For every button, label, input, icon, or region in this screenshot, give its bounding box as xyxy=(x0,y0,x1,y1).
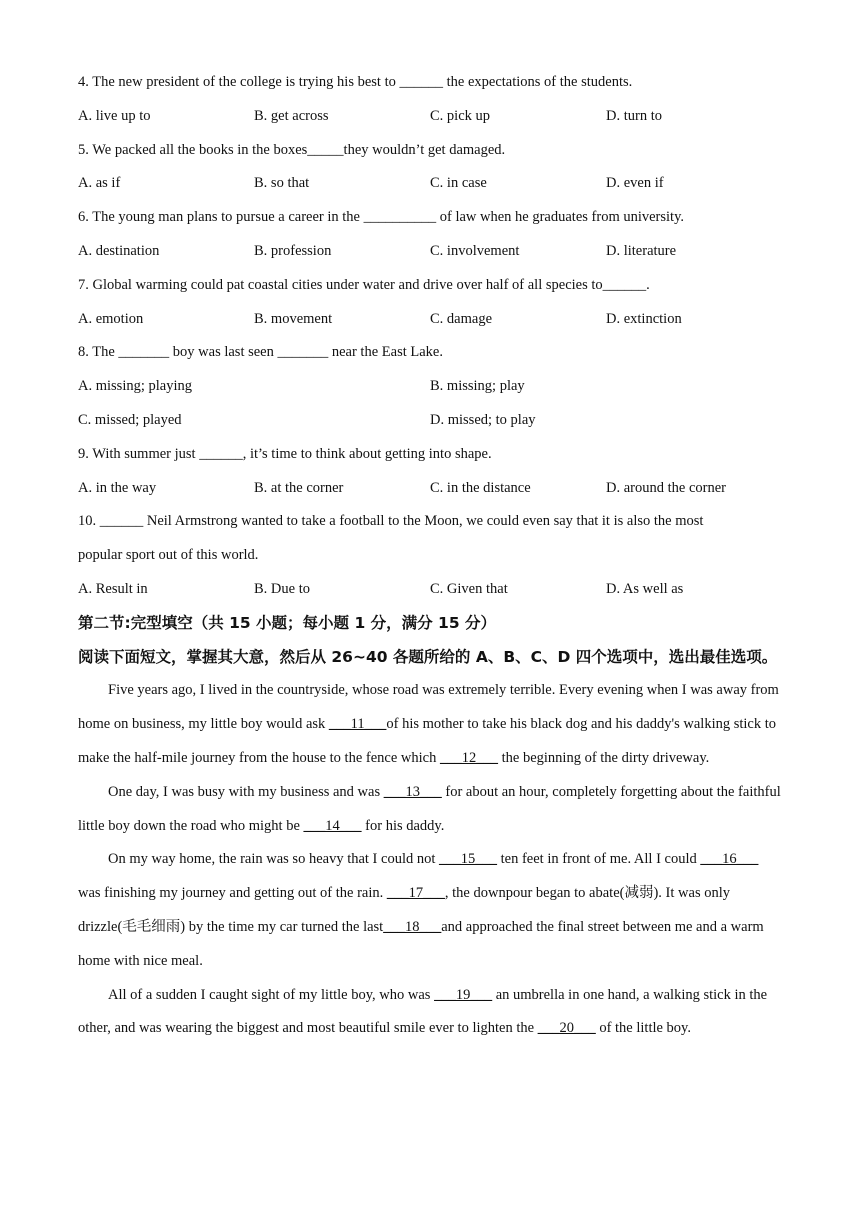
option-b: B. profession xyxy=(254,242,332,259)
option-c: C. in case xyxy=(430,175,487,192)
blank-19: ___19___ xyxy=(434,986,493,1003)
option-a: A. live up to xyxy=(78,107,151,124)
option-a: A. Result in xyxy=(78,580,148,597)
blank-13: ___13___ xyxy=(383,783,442,800)
text: All of a sudden I caught sight of my little boy, who was xyxy=(108,986,435,1003)
option-c: C. involvement xyxy=(430,242,520,259)
blank-18: ___18___ xyxy=(383,918,442,935)
question-10-options xyxy=(78,573,782,607)
option-d: D. missed; to play xyxy=(430,411,536,428)
option-c: C. missed; played xyxy=(78,411,182,428)
passage-paragraph-4 xyxy=(78,979,782,1047)
option-d: D. extinction xyxy=(606,310,682,327)
blank-12: ___12___ xyxy=(439,749,498,766)
option-a: A. emotion xyxy=(78,310,144,327)
option-a: A. as if xyxy=(78,175,121,192)
option-d: D. turn to xyxy=(606,107,662,124)
option-d: D. around the corner xyxy=(606,479,726,496)
blank-20: ___20___ xyxy=(537,1020,596,1037)
option-b: B. get across xyxy=(254,107,329,124)
question-6-options xyxy=(78,235,782,269)
text: ten feet in front of me. All I could xyxy=(497,851,701,868)
option-b: B. movement xyxy=(254,310,333,327)
passage-paragraph-3 xyxy=(78,843,782,978)
text: and approached the final street between me and a warm home with nice meal. xyxy=(78,918,764,969)
option-b: B. Due to xyxy=(254,580,310,597)
question-7-options xyxy=(78,303,782,337)
question-8-stem: 8. The _______ boy was last seen _______ near the East Lake. xyxy=(78,344,443,361)
question-5-stem: 5. We packed all the books in the boxes_____they wouldn’t get damaged. xyxy=(78,141,506,158)
text: of the little boy. xyxy=(595,1020,691,1037)
question-7-stem: 7. Global warming could pat coastal cities under water and drive over half of all species to______. xyxy=(78,276,650,293)
question-6-stem: 6. The young man plans to pursue a career in the __________ of law when he graduates from university. xyxy=(78,209,685,226)
option-b: B. missing; play xyxy=(430,378,525,395)
text: for his daddy. xyxy=(361,817,445,834)
option-b: B. at the corner xyxy=(254,479,344,496)
option-c: C. Given that xyxy=(430,580,508,597)
question-4-stem: 4. The new president of the college is trying his best to ______ the expectations of the students. xyxy=(78,74,633,90)
passage-paragraph-2 xyxy=(78,776,782,844)
text: Five years ago, I lived in the countryside, whose road was extremely terrible. Every evening when I was away from home on business, my little boy would ask xyxy=(78,682,779,733)
question-9-options xyxy=(78,472,782,506)
question-9-stem: 9. With summer just ______, it’s time to think about getting into shape. xyxy=(78,445,492,462)
option-a: A. in the way xyxy=(78,479,157,496)
text: for about an hour, completely forgetting about the faithful little boy down the road who might be xyxy=(78,783,781,834)
text: On my way home, the rain was so heavy that I could not xyxy=(108,851,440,868)
question-4-options xyxy=(78,100,782,134)
text: of his mother to take his black dog and his daddy's walking stick to make the half-mile journey from the house to the fence which xyxy=(78,716,777,766)
text: One day, I was busy with my business and was xyxy=(108,783,384,800)
question-10-stem-line1: 10. ______ Neil Armstrong wanted to take a football to the Moon, we could even say that it is also the most xyxy=(78,513,704,530)
section-heading: 第二节:完型填空（共 15 小题；每小题 1 分，满分 15 分） xyxy=(78,613,497,632)
text: , the downpour began to abate(减弱). It was only drizzle(毛毛细雨) by the time my car turned the last xyxy=(78,885,730,935)
option-d: D. literature xyxy=(606,242,677,259)
blank-16: ___16___ xyxy=(700,851,759,868)
blank-14: ___14___ xyxy=(303,817,362,834)
option-c: C. damage xyxy=(430,310,493,327)
option-c: C. in the distance xyxy=(430,479,531,496)
blank-11: ___11___ xyxy=(328,716,387,733)
exam-page xyxy=(78,66,782,1046)
question-5-options xyxy=(78,167,782,201)
question-8-options-row1 xyxy=(78,370,782,404)
section-instruction: 阅读下面短文，掌握其大意，然后从 26~40 各题所给的 A、B、C、D 四个选项中，选出最佳选项。 xyxy=(78,647,778,666)
option-c: C. pick up xyxy=(430,107,491,124)
text: was finishing my journey and getting out of the rain. xyxy=(78,885,387,902)
option-d: D. As well as xyxy=(606,580,684,597)
question-8-options-row2 xyxy=(78,404,782,438)
option-b: B. so that xyxy=(254,175,310,192)
text: the beginning of the dirty driveway. xyxy=(497,749,710,766)
passage-paragraph-1 xyxy=(78,674,782,775)
option-a: A. destination xyxy=(78,242,160,259)
text: an umbrella in one hand, a walking stick in the other, and was wearing the biggest and most beautiful smile ever to lighten the xyxy=(78,986,768,1037)
blank-15: ___15___ xyxy=(439,851,498,868)
option-a: A. missing; playing xyxy=(78,378,192,395)
question-10-stem-line2: popular sport out of this world. xyxy=(78,547,259,564)
option-d: D. even if xyxy=(606,175,664,192)
blank-17: ___17___ xyxy=(386,885,445,902)
